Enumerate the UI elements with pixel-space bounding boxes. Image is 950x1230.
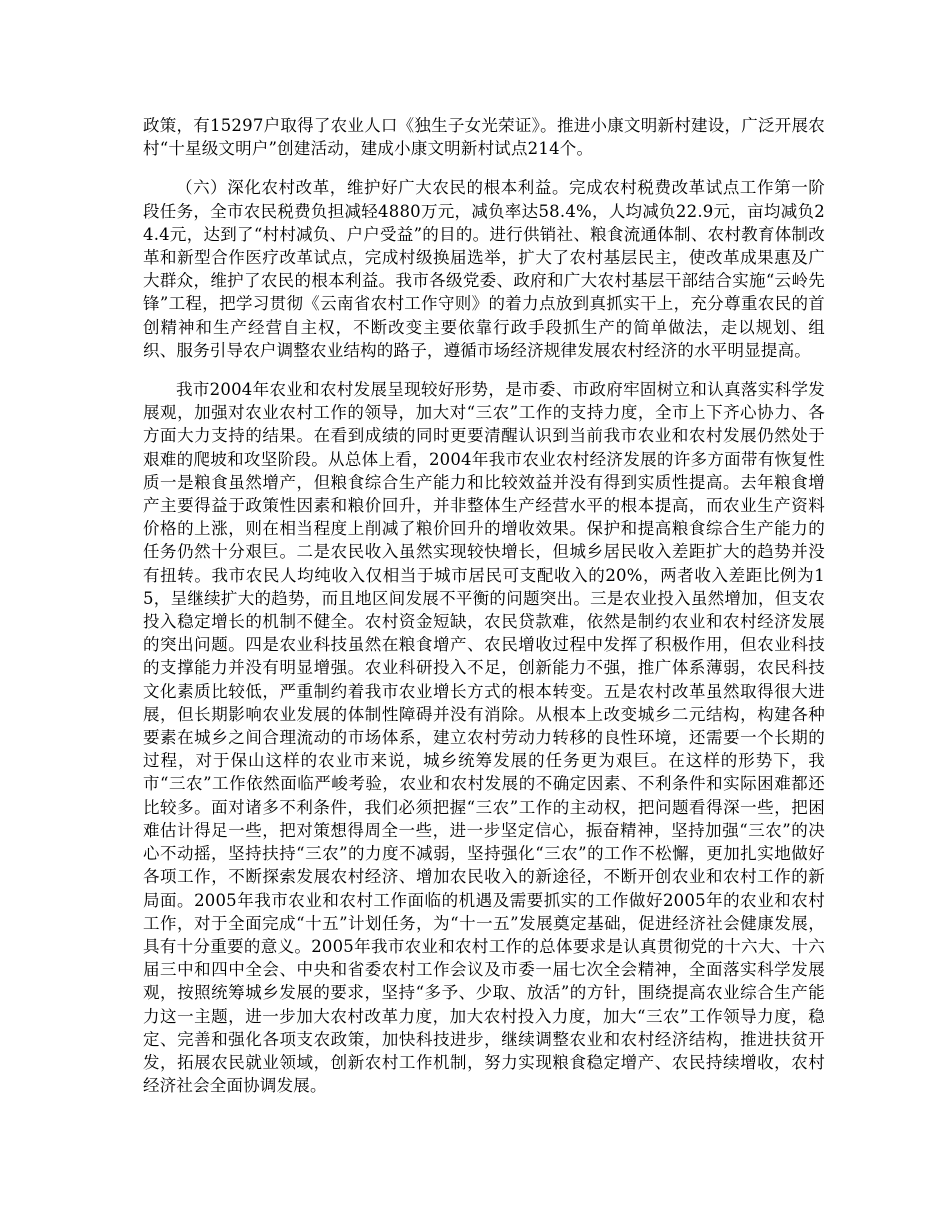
paragraph-family-planning: 政策，有15297户取得了农业人口《独生子女光荣证》。推进小康文明新村建设，广泛开展农村“十星级文明户”创建活动，建成小康文明新村试点214个。 — [143, 116, 825, 159]
paragraph-rural-reform: （六）深化农村改革，维护好广大农民的根本利益。完成农村税费改革试点工作第一阶段任务，全市农民税费负担减轻4880万元，减负率达58.4%，人均减负22.9元，亩均减负24.4元，达到了“村村减负、户户受益”的目的。进行供销社、粮食流通体制、农村教育体制改革和新型合作医疗改革试点，完成村级换届选举，扩大了农村基层民主，使改革成果惠及广大群众，维护了农民的根本利益。我市各级党委、政府和广大农村基层干部结合实施“云岭先锋”工程，把学习贯彻《云南省农村工作守则》的着力点放到真抓实干上，充分尊重农民的首创精神和生产经营自主权，不断改变主要依靠行政手段抓生产的简单做法，走以规划、组织、服务引导农户调整农业结构的路子，遵循市场经济规律发展农村经济的水平明显提高。 — [143, 178, 825, 360]
paragraph-2004-summary-2005-plan: 我市2004年农业和农村发展呈现较好形势，是市委、市政府牢固树立和认真落实科学发展观，加强对农业农村工作的领导，加大对“三农”工作的支持力度，全市上下齐心协力、各方面大力支持的结果。在看到成绩的同时更要清醒认识到当前我市农业和农村发展仍然处于艰难的爬坡和攻坚阶段。从总体上看，2004年我市农业农村经济发展的许多方面带有恢复性质一是粮食虽然增产，但粮食综合生产能力和比较效益并没有得到实质性提高。去年粮食增产主要得益于政策性因素和粮价回升，并非整体生产经营水平的根本提高，而农业生产资料价格的上涨，则在相当程度上削减了粮价回升的增收效果。保护和提高粮食综合生产能力的任务仍然十分艰巨。二是农民收入虽然实现较快增长，但城乡居民收入差距扩大的趋势并没有扭转。我市农民人均纯收入仅相当于城市居民可支配收入的20%，两者收入差距比例为15，呈继续扩大的趋势，而且地区间发展不平衡的问题突出。三是农业投入虽然增加，但支农投入稳定增长的机制不健全。农村资金短缺，农民贷款难，依然是制约农业和农村经济发展的突出问题。四是农业科技虽然在粮食增产、农民增收过程中发挥了积极作用，但农业科技的支撑能力并没有明显增强。农业科研投入不足，创新能力不强，推广体系薄弱，农民科技文化素质比较低，严重制约着我市农业增长方式的根本转变。五是农村改革虽然取得很大进展，但长期影响农业发展的体制性障碍并没有消除。从根本上改变城乡二元结构，构建各种要素在城乡之间合理流动的市场体系，建立农村劳动力转移的良性环境，还需要一个长期的过程，对于保山这样的农业市来说，城乡统筹发展的任务更为艰巨。在这样的形势下，我市“三农”工作依然面临严峻考验，农业和农村发展的不确定因素、不利条件和实际困难都还比较多。面对诸多不利条件，我们必须把握“三农”工作的主动权，把问题看得深一些，把困难估计得足一些，把对策想得周全一些，进一步坚定信心，振奋精神，坚持加强“三农”的决心不动摇，坚持扶持“三农”的力度不减弱，坚持强化“三农”的工作不松懈，更加扎实地做好各项工作，不断探索发展农村经济、增加农民收入的新途径，不断开创农业和农村工作的新局面。2005年我市农业和农村工作面临的机遇及需要抓实的工作做好2005年的农业和农村工作，对于全面完成“十五”计划任务，为“十一五”发展奠定基础，促进经济社会健康发展，具有十分重要的意义。2005年我市农业和农村工作的总体要求是认真贯彻党的十六大、十六届三中和四中全会、中央和省委农村工作会议及市委一届七次全会精神，全面落实科学发展观，按照统筹城乡发展的要求，坚持“多予、少取、放活”的方针，围绕提高农业综合生产能力这一主题，进一步加大农村改革力度，加大农村投入力度，加大“三农”工作领导力度，稳定、完善和强化各项支农政策，加快科技进步，继续调整农业和农村经济结构，推进扶贫开发，拓展农民就业领域，创新农村工作机制，努力实现粮食稳定增产、农民持续增收，农村经济社会全面协调发展。 — [143, 380, 825, 1096]
document-page — [143, 114, 825, 1097]
